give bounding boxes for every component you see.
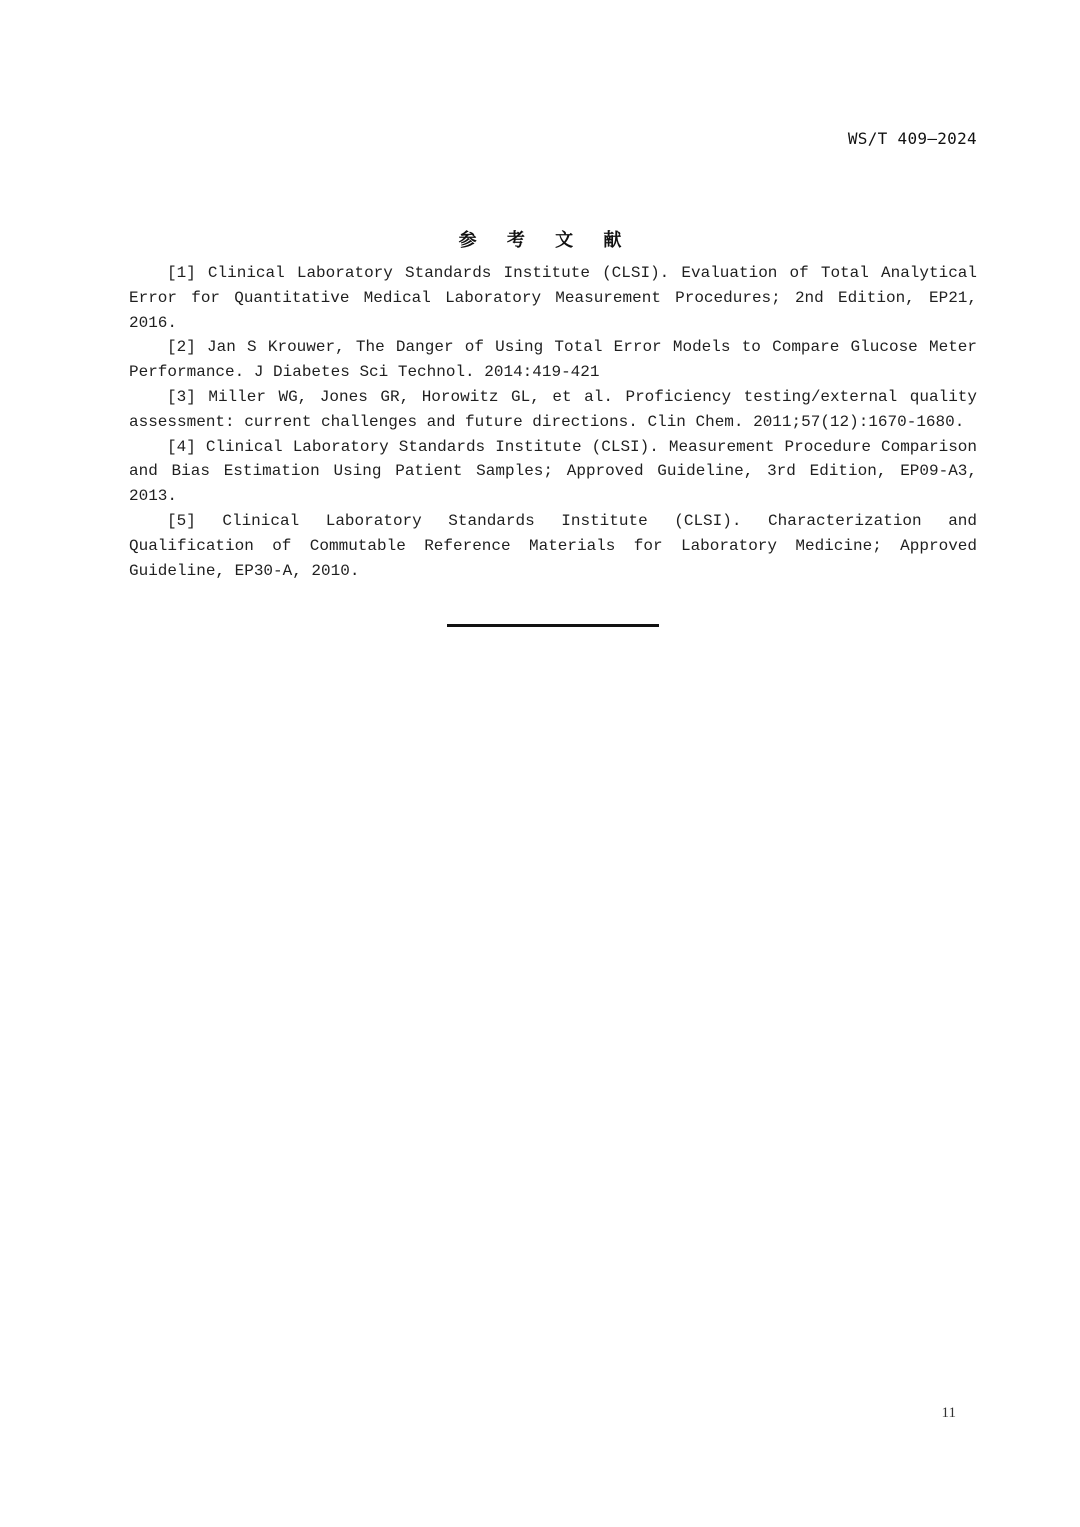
reference-item-1: [1] Clinical Laboratory Standards Institute (CLSI). Evaluation of Total Analytical Error for Quantitative Medical Laboratory Measurement Procedures; 2nd Edition, EP21, 2016. — [129, 264, 977, 332]
reference-item-5: [5] Clinical Laboratory Standards Institute (CLSI). Characterization and Qualification of Commutable Reference Materials for Laboratory Medicine; Approved Guideline, EP30-A, 2010. — [129, 511, 977, 580]
standard-code: WS/T 409—2024 — [847, 129, 977, 148]
end-of-document-rule — [447, 624, 659, 627]
page-number: 11 — [941, 1405, 956, 1421]
reference-list — [129, 261, 977, 583]
reference-item-4: [4] Clinical Laboratory Standards Institute (CLSI). Measurement Procedure Comparison and Bias Estimation Using Patient Samples; Approved Guideline, 3rd Edition, EP09-A3, 2013. — [129, 437, 977, 506]
references-heading: 参 考 文 献 — [458, 230, 634, 251]
reference-item-3: [3] Miller WG, Jones GR, Horowitz GL, et al. Proficiency testing/external quality assessment: current challenges and future directions. Clin Chem. 2011;57(12):1670-1680. — [129, 387, 977, 431]
reference-item-2: [2] Jan S Krouwer, The Danger of Using Total Error Models to Compare Glucose Meter Performance. J Diabetes Sci Technol. 2014:419-421 — [129, 338, 977, 382]
